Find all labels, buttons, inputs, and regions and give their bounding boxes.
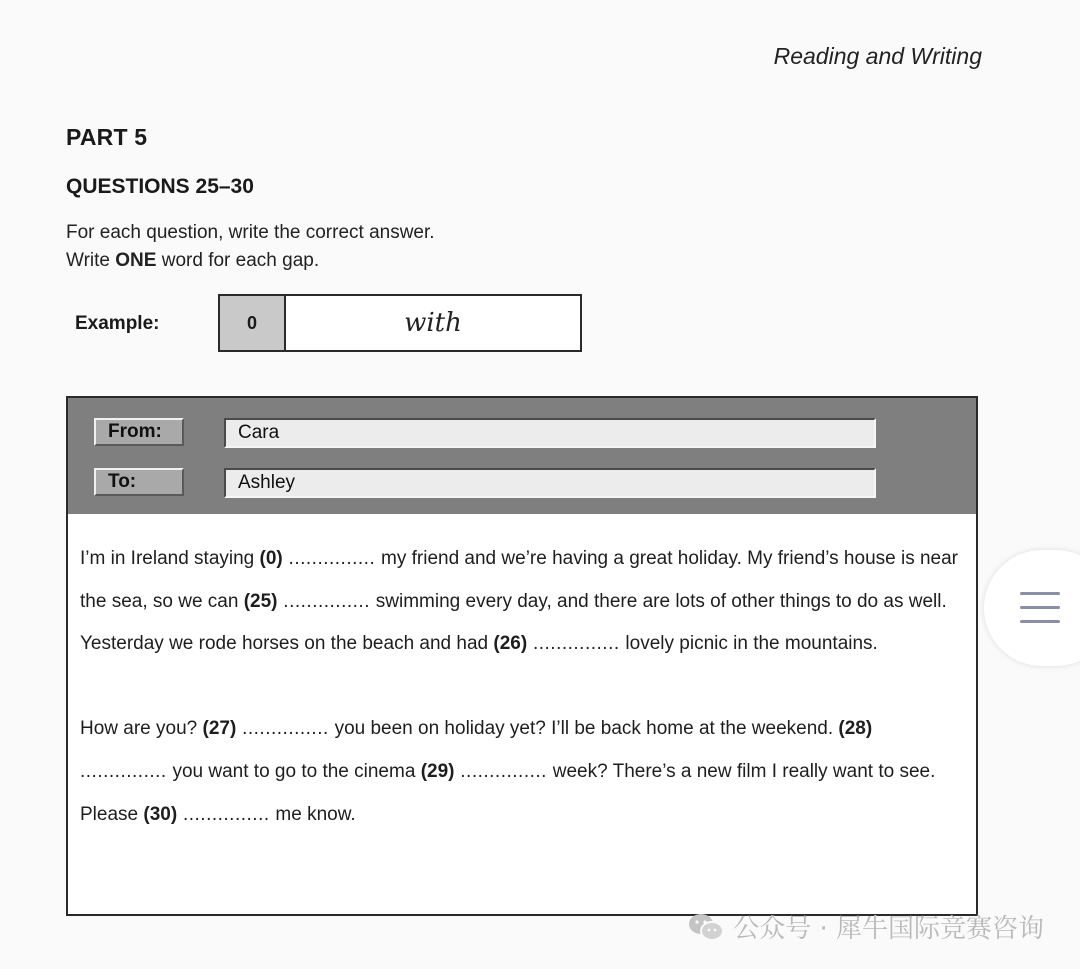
gap-blank: ............... — [277, 590, 376, 612]
email-body — [68, 514, 976, 836]
gap-blank: ............... — [282, 548, 382, 569]
instruction-line-1: For each question, write the correct answer. — [66, 222, 435, 243]
hamburger-menu-icon[interactable] — [1020, 592, 1060, 628]
email-text: my friend and we’re having a great holiday. My friend’s house is near the sea, so we can — [80, 548, 959, 612]
gap-number: (28) — [838, 718, 873, 740]
instruction-text: Write — [66, 250, 116, 271]
from-label: From: — [94, 418, 184, 446]
instruction-line-2 — [66, 247, 435, 275]
gap-number: (27) — [202, 718, 237, 740]
example-number: 0 — [220, 296, 286, 350]
questions-title: QUESTIONS 25–30 — [66, 175, 254, 198]
instruction-text: word for each gap. — [156, 250, 320, 271]
floating-menu-button[interactable] — [984, 550, 1080, 666]
gap-number: (0) — [259, 548, 283, 569]
email-paragraph-2 — [80, 708, 964, 836]
gap-blank: ............... — [454, 760, 553, 782]
gap-number: (29) — [420, 760, 455, 782]
gap-number: (25) — [243, 590, 278, 612]
email-text: lovely picnic in the mountains. — [625, 633, 878, 655]
from-field: Cara — [224, 418, 876, 448]
email-text: you been on holiday yet? I’ll be back home at the weekend. — [334, 718, 839, 740]
email-text: week? There’s a new film I really want to see. Please — [80, 760, 936, 825]
email-paragraph-1 — [80, 538, 964, 666]
gap-number: (30) — [143, 803, 178, 825]
instruction-emphasis: ONE — [115, 250, 157, 271]
gap-number: (26) — [493, 633, 528, 655]
part-title: PART 5 — [66, 124, 148, 150]
watermark — [687, 908, 1044, 945]
gap-blank: ............... — [177, 803, 276, 825]
gap-blank: ............... — [527, 633, 626, 655]
gap-blank: ............... — [236, 718, 335, 740]
example-label: Example: — [75, 313, 160, 334]
instructions — [66, 219, 435, 275]
wechat-icon — [687, 912, 725, 942]
email-text: you want to go to the cinema — [172, 760, 421, 782]
email-text: How are you? — [80, 718, 203, 740]
email-text: I’m in Ireland staying — [80, 548, 260, 569]
email-panel — [66, 396, 978, 916]
email-text: me know. — [275, 803, 356, 825]
example-answer: with — [404, 308, 462, 338]
gap-blank: ............... — [80, 760, 173, 782]
section-header: Reading and Writing — [773, 43, 982, 69]
example-box — [218, 294, 582, 352]
email-header — [68, 398, 976, 514]
email-text: swimming every day, and there are lots of other things to do as well. Yesterday we rode horses on the beach and had — [80, 590, 947, 655]
to-field: Ashley — [224, 468, 876, 498]
watermark-text: 公众号 · 犀牛国际竞赛咨询 — [733, 914, 1044, 944]
to-label: To: — [94, 468, 184, 496]
